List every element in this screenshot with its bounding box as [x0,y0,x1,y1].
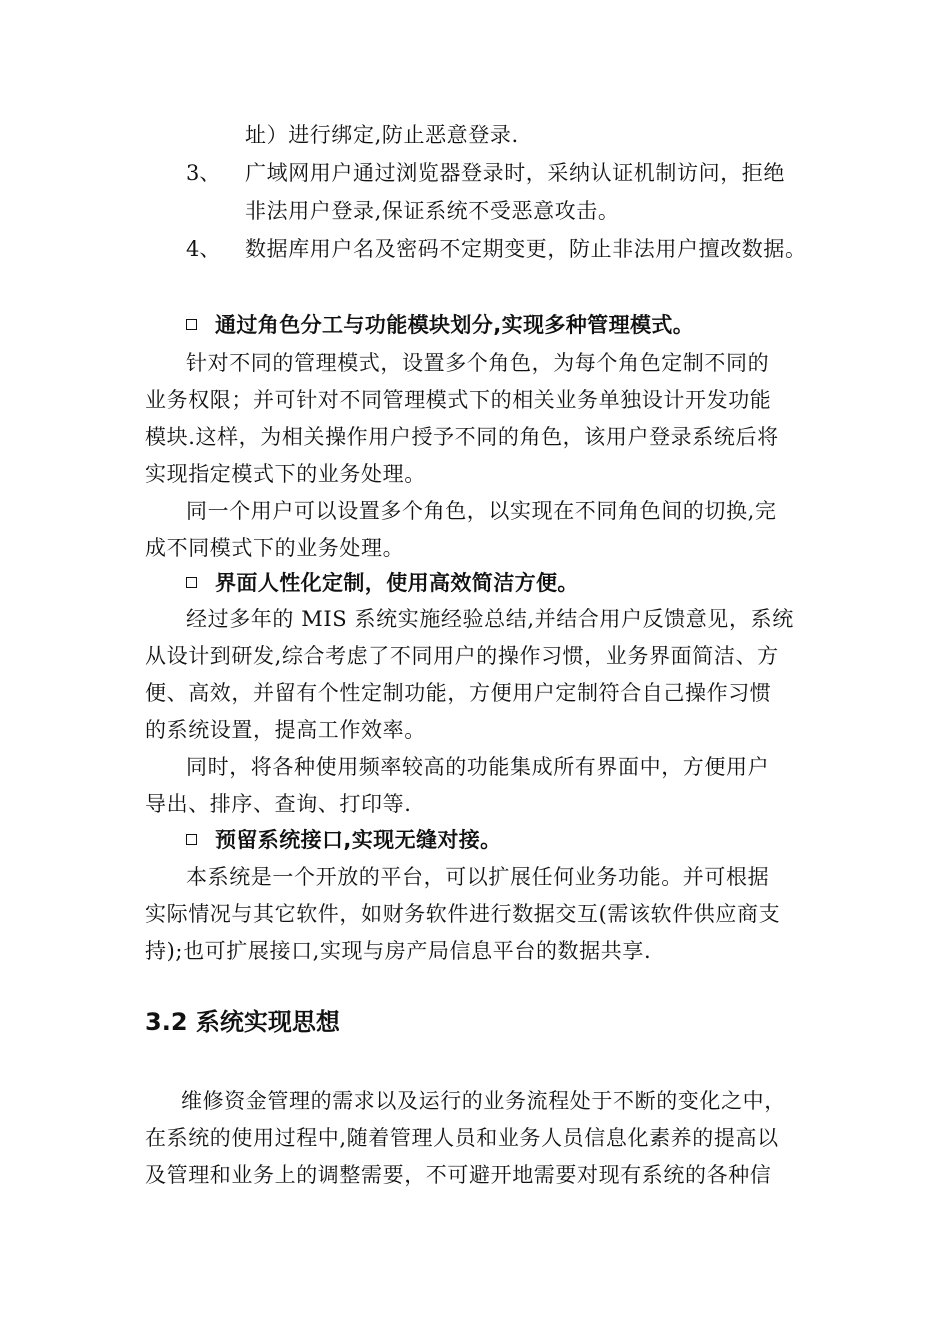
paragraph-line: 业务权限；并可针对不同管理模式下的相关业务单独设计开发功能 [145,388,772,412]
list-item-line: 数据库用户名及密码不定期变更，防止非法用户擅改数据。 [245,237,807,261]
paragraph-line: 持);也可扩展接口,实现与房产局信息平台的数据共享. [145,939,652,963]
paragraph-line: 本系统是一个开放的平台，可以扩展任何业务功能。并可根据 [186,865,770,889]
bullet-text: 界面人性化定制，使用高效简洁方便。 [215,571,579,595]
paragraph-line: 从设计到研发,综合考虑了不同用户的操作习惯，业务界面简洁、方 [145,644,779,668]
paragraph-line: 经过多年的 MIS 系统实施经验总结,并结合用户反馈意见，系统 [186,607,794,631]
list-item-number: 3、 [186,161,221,185]
paragraph-line: 成不同模式下的业务处理。 [145,536,405,560]
section-bullet-heading [186,825,502,855]
paragraph-line: 维修资金管理的需求以及运行的业务流程处于不断的变化之中， [181,1089,786,1113]
paragraph-line: 便、高效，并留有个性定制功能，方便用户定制符合自己操作习惯 [145,681,772,705]
bullet-text: 预留系统接口,实现无缝对接。 [215,828,502,852]
list-item-continuation: 址）进行绑定,防止恶意登录. [245,123,519,147]
square-bullet-icon [186,319,197,330]
section-heading: 3.2 系统实现思想 [145,1008,340,1036]
paragraph-line: 同一个用户可以设置多个角色，以实现在不同角色间的切换,完 [186,499,777,523]
paragraph-line: 模块.这样，为相关操作用户授予不同的角色，该用户登录系统后将 [145,425,779,449]
paragraph-line: 实际情况与其它软件，如财务软件进行数据交互(需该软件供应商支 [145,902,781,926]
square-bullet-icon [186,577,197,588]
list-item-line: 广域网用户通过浏览器登录时，采纳认证机制访问，拒绝 [245,161,785,185]
paragraph-line: 同时，将各种使用频率较高的功能集成所有界面中，方便用户 [186,755,770,779]
paragraph-line: 的系统设置，提高工作效率。 [145,718,426,742]
paragraph-line: 针对不同的管理模式，设置多个角色，为每个角色定制不同的 [186,351,770,375]
section-bullet-heading [186,310,694,340]
list-item-line: 非法用户登录,保证系统不受恶意攻击。 [245,199,620,223]
paragraph-line: 实现指定模式下的业务处理。 [145,462,426,486]
paragraph-line: 及管理和业务上的调整需要，不可避开地需要对现有系统的各种信 [145,1163,772,1187]
section-bullet-heading [186,568,579,598]
list-item-number: 4、 [186,237,221,261]
paragraph-line: 在系统的使用过程中,随着管理人员和业务人员信息化素养的提高以 [145,1126,779,1150]
paragraph-line: 导出、排序、查询、打印等. [145,792,412,816]
bullet-text: 通过角色分工与功能模块划分,实现多种管理模式。 [215,313,695,337]
square-bullet-icon [186,834,197,845]
